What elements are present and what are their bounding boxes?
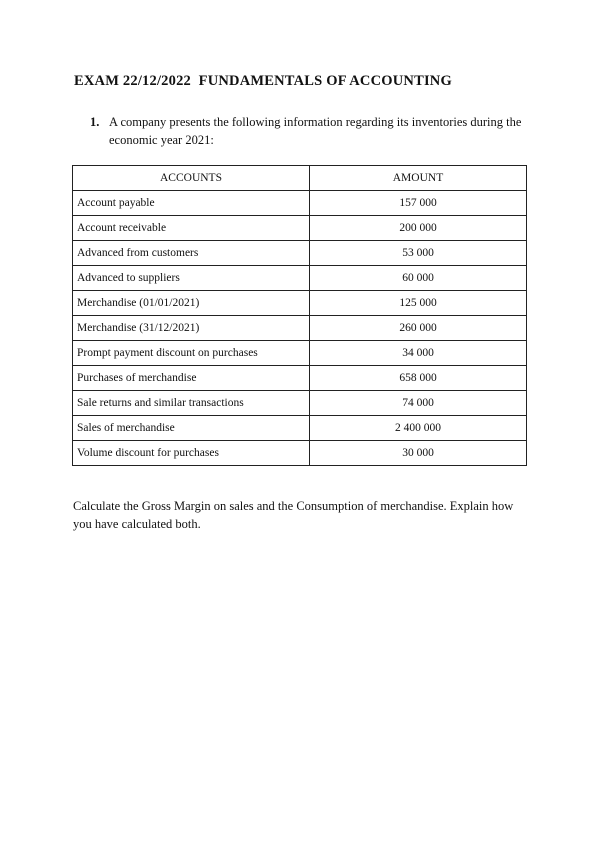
table-header-row — [73, 166, 527, 191]
table-row — [73, 291, 527, 316]
account-cell: Sales of merchandise — [73, 416, 310, 441]
account-cell: Sale returns and similar transactions — [73, 391, 310, 416]
account-cell: Account payable — [73, 191, 310, 216]
account-cell: Advanced to suppliers — [73, 266, 310, 291]
account-cell: Prompt payment discount on purchases — [73, 341, 310, 366]
table-row — [73, 266, 527, 291]
table-row — [73, 441, 527, 466]
table-row — [73, 241, 527, 266]
question-number: 1. — [90, 115, 100, 129]
amount-cell: 658 000 — [310, 366, 527, 391]
amount-cell: 34 000 — [310, 341, 527, 366]
amount-cell: 74 000 — [310, 391, 527, 416]
header-amount: AMOUNT — [310, 166, 527, 191]
table-row — [73, 316, 527, 341]
question-text: A company presents the following information regarding its inventories during the economic year 2021: — [109, 115, 522, 147]
table-row — [73, 216, 527, 241]
table-row — [73, 416, 527, 441]
amount-cell: 200 000 — [310, 216, 527, 241]
table-row — [73, 366, 527, 391]
amount-cell: 125 000 — [310, 291, 527, 316]
table-row — [73, 391, 527, 416]
account-cell: Purchases of merchandise — [73, 366, 310, 391]
amount-cell: 2 400 000 — [310, 416, 527, 441]
amount-cell: 53 000 — [310, 241, 527, 266]
amount-cell: 157 000 — [310, 191, 527, 216]
account-cell: Volume discount for purchases — [73, 441, 310, 466]
question-1 — [90, 113, 530, 149]
table-row — [73, 341, 527, 366]
account-cell: Merchandise (31/12/2021) — [73, 316, 310, 341]
accounts-table — [72, 165, 527, 466]
amount-cell: 260 000 — [310, 316, 527, 341]
amount-cell: 60 000 — [310, 266, 527, 291]
account-cell: Account receivable — [73, 216, 310, 241]
header-accounts: ACCOUNTS — [73, 166, 310, 191]
instruction-text: Calculate the Gross Margin on sales and the Consumption of merchandise. Explain how you have calculated both. — [73, 498, 514, 531]
account-cell: Merchandise (01/01/2021) — [73, 291, 310, 316]
table-row — [73, 191, 527, 216]
exam-title: EXAM 22/12/2022 FUNDAMENTALS OF ACCOUNTING — [74, 73, 452, 89]
amount-cell: 30 000 — [310, 441, 527, 466]
account-cell: Advanced from customers — [73, 241, 310, 266]
